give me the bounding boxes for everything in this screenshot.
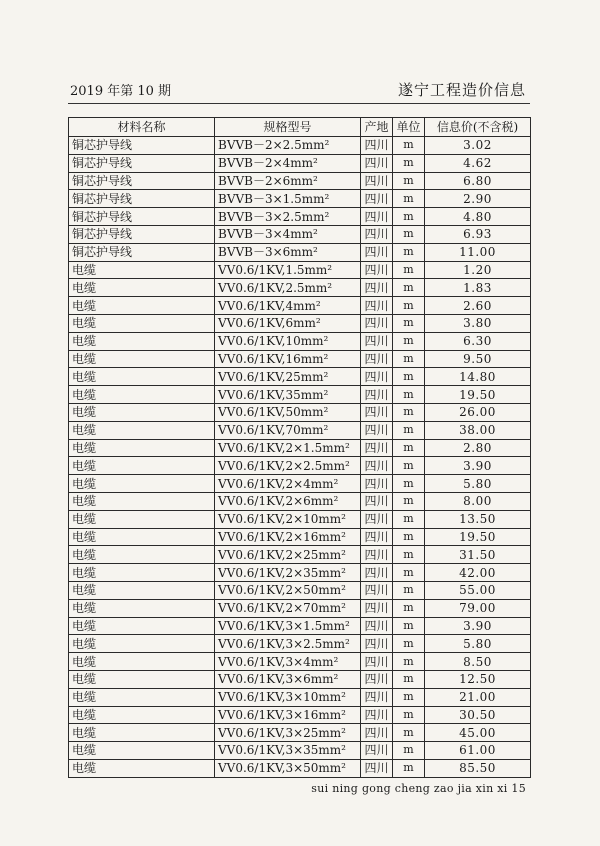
spec-cell: VV0.6/1KV,1.5mm² xyxy=(215,261,361,279)
table-row xyxy=(69,403,531,421)
unit-cell: m xyxy=(393,546,425,564)
origin-cell: 四川 xyxy=(361,439,393,457)
table-row xyxy=(69,350,531,368)
origin-cell: 四川 xyxy=(361,475,393,493)
spec-cell: VV0.6/1KV,2×1.5mm² xyxy=(215,439,361,457)
material-name-cell: 电缆 xyxy=(69,492,215,510)
spec-cell: VV0.6/1KV,10mm² xyxy=(215,332,361,350)
table-row xyxy=(69,279,531,297)
spec-cell: VV0.6/1KV,2.5mm² xyxy=(215,279,361,297)
unit-cell: m xyxy=(393,599,425,617)
spec-cell: VV0.6/1KV,2×6mm² xyxy=(215,492,361,510)
price-cell: 1.83 xyxy=(425,279,531,297)
price-cell: 4.62 xyxy=(425,154,531,172)
origin-cell: 四川 xyxy=(361,724,393,742)
price-cell: 13.50 xyxy=(425,510,531,528)
spec-cell: VV0.6/1KV,6mm² xyxy=(215,314,361,332)
material-name-cell: 铜芯护导线 xyxy=(69,137,215,155)
unit-cell: m xyxy=(393,653,425,671)
material-name-cell: 电缆 xyxy=(69,670,215,688)
origin-cell: 四川 xyxy=(361,528,393,546)
price-cell: 14.80 xyxy=(425,368,531,386)
unit-cell: m xyxy=(393,137,425,155)
price-cell: 61.00 xyxy=(425,742,531,760)
price-table xyxy=(68,117,531,778)
unit-cell: m xyxy=(393,742,425,760)
header-divider xyxy=(68,103,530,104)
unit-cell: m xyxy=(393,457,425,475)
unit-cell: m xyxy=(393,386,425,404)
material-name-cell: 电缆 xyxy=(69,742,215,760)
price-cell: 31.50 xyxy=(425,546,531,564)
spec-cell: VV0.6/1KV,2×25mm² xyxy=(215,546,361,564)
origin-cell: 四川 xyxy=(361,314,393,332)
material-name-cell: 电缆 xyxy=(69,261,215,279)
table-row xyxy=(69,617,531,635)
table-row xyxy=(69,670,531,688)
origin-cell: 四川 xyxy=(361,154,393,172)
price-cell: 8.50 xyxy=(425,653,531,671)
price-cell: 11.00 xyxy=(425,243,531,261)
origin-cell: 四川 xyxy=(361,599,393,617)
table-row xyxy=(69,688,531,706)
table-row xyxy=(69,368,531,386)
table-row xyxy=(69,724,531,742)
unit-cell: m xyxy=(393,297,425,315)
material-name-cell: 电缆 xyxy=(69,439,215,457)
table-row xyxy=(69,599,531,617)
material-name-cell: 电缆 xyxy=(69,314,215,332)
price-cell: 19.50 xyxy=(425,528,531,546)
material-name-cell: 电缆 xyxy=(69,546,215,564)
table-row xyxy=(69,208,531,226)
table-row xyxy=(69,546,531,564)
table-row xyxy=(69,332,531,350)
spec-cell: VV0.6/1KV,3×1.5mm² xyxy=(215,617,361,635)
table-row xyxy=(69,759,531,777)
spec-cell: VV0.6/1KV,2×4mm² xyxy=(215,475,361,493)
origin-cell: 四川 xyxy=(361,457,393,475)
origin-cell: 四川 xyxy=(361,279,393,297)
price-cell: 26.00 xyxy=(425,403,531,421)
spec-cell: VV0.6/1KV,3×2.5mm² xyxy=(215,635,361,653)
material-name-cell: 电缆 xyxy=(69,403,215,421)
material-name-cell: 铜芯护导线 xyxy=(69,190,215,208)
unit-cell: m xyxy=(393,759,425,777)
price-cell: 45.00 xyxy=(425,724,531,742)
material-name-cell: 电缆 xyxy=(69,297,215,315)
unit-cell: m xyxy=(393,208,425,226)
spec-cell: VV0.6/1KV,3×6mm² xyxy=(215,670,361,688)
price-cell: 9.50 xyxy=(425,350,531,368)
origin-cell: 四川 xyxy=(361,742,393,760)
origin-cell: 四川 xyxy=(361,243,393,261)
spec-cell: BVVB－3×4mm² xyxy=(215,225,361,243)
price-cell: 6.80 xyxy=(425,172,531,190)
unit-cell: m xyxy=(393,670,425,688)
price-cell: 42.00 xyxy=(425,564,531,582)
origin-cell: 四川 xyxy=(361,225,393,243)
unit-cell: m xyxy=(393,314,425,332)
col-header-origin: 产地 xyxy=(361,118,393,137)
unit-cell: m xyxy=(393,190,425,208)
table-row xyxy=(69,137,531,155)
origin-cell: 四川 xyxy=(361,670,393,688)
origin-cell: 四川 xyxy=(361,208,393,226)
page-header xyxy=(68,80,526,102)
table-row xyxy=(69,421,531,439)
table-header-row xyxy=(69,118,531,137)
material-name-cell: 铜芯护导线 xyxy=(69,154,215,172)
price-cell: 8.00 xyxy=(425,492,531,510)
unit-cell: m xyxy=(393,492,425,510)
material-name-cell: 电缆 xyxy=(69,528,215,546)
table-row xyxy=(69,706,531,724)
table-row xyxy=(69,581,531,599)
table-row xyxy=(69,510,531,528)
price-cell: 2.60 xyxy=(425,297,531,315)
price-cell: 3.80 xyxy=(425,314,531,332)
table-row xyxy=(69,457,531,475)
origin-cell: 四川 xyxy=(361,492,393,510)
material-name-cell: 电缆 xyxy=(69,599,215,617)
spec-cell: VV0.6/1KV,3×25mm² xyxy=(215,724,361,742)
unit-cell: m xyxy=(393,564,425,582)
spec-cell: VV0.6/1KV,3×35mm² xyxy=(215,742,361,760)
page-footer: sui ning gong cheng zao jia xin xi 15 xyxy=(311,782,526,795)
material-name-cell: 电缆 xyxy=(69,368,215,386)
origin-cell: 四川 xyxy=(361,261,393,279)
table-row xyxy=(69,742,531,760)
spec-cell: BVVB－2×4mm² xyxy=(215,154,361,172)
price-cell: 3.02 xyxy=(425,137,531,155)
origin-cell: 四川 xyxy=(361,421,393,439)
table-row xyxy=(69,225,531,243)
spec-cell: BVVB－3×1.5mm² xyxy=(215,190,361,208)
origin-cell: 四川 xyxy=(361,688,393,706)
spec-cell: VV0.6/1KV,3×4mm² xyxy=(215,653,361,671)
unit-cell: m xyxy=(393,475,425,493)
price-cell: 21.00 xyxy=(425,688,531,706)
table-body xyxy=(69,137,531,778)
price-cell: 38.00 xyxy=(425,421,531,439)
material-name-cell: 电缆 xyxy=(69,724,215,742)
price-cell: 30.50 xyxy=(425,706,531,724)
origin-cell: 四川 xyxy=(361,635,393,653)
table-row xyxy=(69,314,531,332)
table-row xyxy=(69,261,531,279)
origin-cell: 四川 xyxy=(361,332,393,350)
spec-cell: VV0.6/1KV,25mm² xyxy=(215,368,361,386)
publication-title: 遂宁工程造价信息 xyxy=(397,81,526,99)
table-row xyxy=(69,172,531,190)
price-cell: 2.90 xyxy=(425,190,531,208)
table-row xyxy=(69,190,531,208)
unit-cell: m xyxy=(393,261,425,279)
unit-cell: m xyxy=(393,528,425,546)
table-row xyxy=(69,475,531,493)
table-row xyxy=(69,243,531,261)
unit-cell: m xyxy=(393,172,425,190)
spec-cell: VV0.6/1KV,2×10mm² xyxy=(215,510,361,528)
material-name-cell: 电缆 xyxy=(69,457,215,475)
table-row xyxy=(69,386,531,404)
col-header-unit: 单位 xyxy=(393,118,425,137)
table-row xyxy=(69,564,531,582)
price-cell: 55.00 xyxy=(425,581,531,599)
material-name-cell: 电缆 xyxy=(69,581,215,599)
spec-cell: VV0.6/1KV,2×35mm² xyxy=(215,564,361,582)
material-name-cell: 电缆 xyxy=(69,421,215,439)
table-row xyxy=(69,635,531,653)
spec-cell: VV0.6/1KV,4mm² xyxy=(215,297,361,315)
price-cell: 2.80 xyxy=(425,439,531,457)
material-name-cell: 电缆 xyxy=(69,386,215,404)
material-name-cell: 铜芯护导线 xyxy=(69,208,215,226)
unit-cell: m xyxy=(393,688,425,706)
spec-cell: VV0.6/1KV,3×50mm² xyxy=(215,759,361,777)
origin-cell: 四川 xyxy=(361,510,393,528)
spec-cell: BVVB－2×6mm² xyxy=(215,172,361,190)
unit-cell: m xyxy=(393,421,425,439)
spec-cell: VV0.6/1KV,2×16mm² xyxy=(215,528,361,546)
origin-cell: 四川 xyxy=(361,617,393,635)
origin-cell: 四川 xyxy=(361,653,393,671)
unit-cell: m xyxy=(393,724,425,742)
col-header-price: 信息价(不含税) xyxy=(425,118,531,137)
table-row xyxy=(69,297,531,315)
origin-cell: 四川 xyxy=(361,581,393,599)
unit-cell: m xyxy=(393,154,425,172)
spec-cell: VV0.6/1KV,2×50mm² xyxy=(215,581,361,599)
material-name-cell: 电缆 xyxy=(69,332,215,350)
unit-cell: m xyxy=(393,617,425,635)
material-name-cell: 铜芯护导线 xyxy=(69,243,215,261)
origin-cell: 四川 xyxy=(361,564,393,582)
unit-cell: m xyxy=(393,439,425,457)
material-name-cell: 电缆 xyxy=(69,688,215,706)
unit-cell: m xyxy=(393,706,425,724)
origin-cell: 四川 xyxy=(361,706,393,724)
price-cell: 4.80 xyxy=(425,208,531,226)
origin-cell: 四川 xyxy=(361,137,393,155)
origin-cell: 四川 xyxy=(361,546,393,564)
price-cell: 6.93 xyxy=(425,225,531,243)
material-name-cell: 电缆 xyxy=(69,653,215,671)
price-cell: 85.50 xyxy=(425,759,531,777)
spec-cell: BVVB－3×2.5mm² xyxy=(215,208,361,226)
spec-cell: VV0.6/1KV,3×16mm² xyxy=(215,706,361,724)
col-header-material: 材料名称 xyxy=(69,118,215,137)
unit-cell: m xyxy=(393,279,425,297)
unit-cell: m xyxy=(393,510,425,528)
origin-cell: 四川 xyxy=(361,368,393,386)
unit-cell: m xyxy=(393,635,425,653)
material-name-cell: 电缆 xyxy=(69,350,215,368)
issue-label: 2019 年第 10 期 xyxy=(70,84,172,99)
spec-cell: VV0.6/1KV,16mm² xyxy=(215,350,361,368)
unit-cell: m xyxy=(393,581,425,599)
origin-cell: 四川 xyxy=(361,190,393,208)
origin-cell: 四川 xyxy=(361,172,393,190)
price-cell: 6.30 xyxy=(425,332,531,350)
unit-cell: m xyxy=(393,350,425,368)
unit-cell: m xyxy=(393,403,425,421)
spec-cell: BVVB－2×2.5mm² xyxy=(215,137,361,155)
origin-cell: 四川 xyxy=(361,759,393,777)
table-row xyxy=(69,154,531,172)
unit-cell: m xyxy=(393,243,425,261)
spec-cell: VV0.6/1KV,2×2.5mm² xyxy=(215,457,361,475)
price-cell: 5.80 xyxy=(425,635,531,653)
material-name-cell: 电缆 xyxy=(69,510,215,528)
origin-cell: 四川 xyxy=(361,350,393,368)
price-cell: 3.90 xyxy=(425,457,531,475)
col-header-spec: 规格型号 xyxy=(215,118,361,137)
price-cell: 12.50 xyxy=(425,670,531,688)
material-name-cell: 电缆 xyxy=(69,635,215,653)
material-name-cell: 铜芯护导线 xyxy=(69,225,215,243)
material-name-cell: 铜芯护导线 xyxy=(69,172,215,190)
spec-cell: BVVB－3×6mm² xyxy=(215,243,361,261)
spec-cell: VV0.6/1KV,35mm² xyxy=(215,386,361,404)
table-row xyxy=(69,528,531,546)
unit-cell: m xyxy=(393,332,425,350)
table-row xyxy=(69,439,531,457)
price-cell: 79.00 xyxy=(425,599,531,617)
table-row xyxy=(69,492,531,510)
material-name-cell: 电缆 xyxy=(69,617,215,635)
price-cell: 19.50 xyxy=(425,386,531,404)
material-name-cell: 电缆 xyxy=(69,279,215,297)
table-row xyxy=(69,653,531,671)
spec-cell: VV0.6/1KV,3×10mm² xyxy=(215,688,361,706)
origin-cell: 四川 xyxy=(361,403,393,421)
price-cell: 1.20 xyxy=(425,261,531,279)
spec-cell: VV0.6/1KV,70mm² xyxy=(215,421,361,439)
spec-cell: VV0.6/1KV,50mm² xyxy=(215,403,361,421)
material-name-cell: 电缆 xyxy=(69,475,215,493)
spec-cell: VV0.6/1KV,2×70mm² xyxy=(215,599,361,617)
origin-cell: 四川 xyxy=(361,386,393,404)
price-cell: 5.80 xyxy=(425,475,531,493)
origin-cell: 四川 xyxy=(361,297,393,315)
unit-cell: m xyxy=(393,368,425,386)
unit-cell: m xyxy=(393,225,425,243)
price-cell: 3.90 xyxy=(425,617,531,635)
material-name-cell: 电缆 xyxy=(69,564,215,582)
material-name-cell: 电缆 xyxy=(69,706,215,724)
material-name-cell: 电缆 xyxy=(69,759,215,777)
